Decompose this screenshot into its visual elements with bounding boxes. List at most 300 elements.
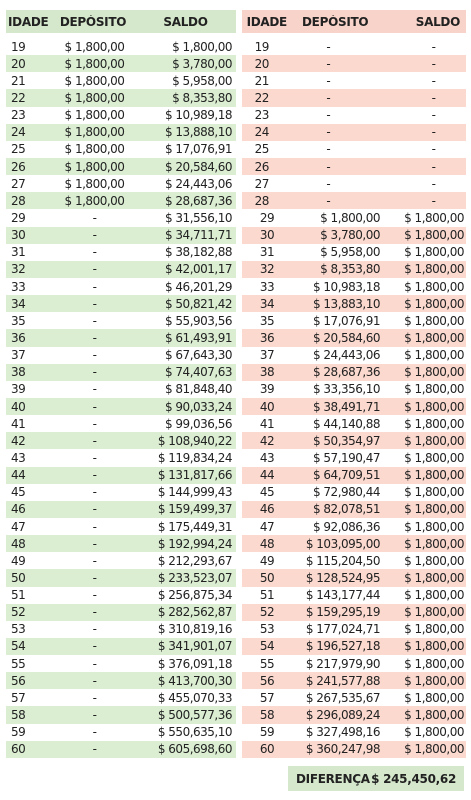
cell-saldo: $ 55,903,56: [164, 313, 232, 328]
cell-deposito: -: [92, 519, 97, 534]
cell-deposito: -: [92, 622, 97, 637]
cell-saldo: $ 413,700,30: [157, 673, 232, 688]
cell-idade: 44: [259, 468, 275, 483]
cell-saldo: $ 1,800,00: [404, 725, 464, 740]
cell-saldo: $ 131,817,66: [157, 468, 232, 483]
cell-deposito: $ 72,980,44: [312, 485, 380, 500]
cell-deposito: -: [326, 73, 331, 88]
cell-saldo: $ 455,070,33: [157, 690, 232, 705]
cell-deposito: -: [92, 210, 97, 225]
table-row: [6, 501, 236, 518]
table-row: [242, 689, 466, 706]
cell-saldo: $ 159,499,37: [157, 502, 232, 517]
cell-idade: 29: [11, 210, 26, 225]
cell-saldo: $ 17,076,91: [164, 142, 232, 157]
cell-saldo: $ 1,800,00: [172, 39, 232, 54]
cell-saldo: $ 8,353,80: [172, 90, 232, 105]
cell-idade: 19: [11, 39, 26, 54]
cell-deposito: $ 1,800,00: [64, 142, 125, 157]
cell-idade: 45: [11, 485, 26, 500]
cell-deposito: -: [92, 570, 97, 585]
cell-saldo: $ 256,875,34: [157, 588, 232, 603]
cell-idade: 43: [11, 450, 26, 465]
cell-deposito: $ 92,086,36: [312, 519, 380, 534]
cell-saldo: $ 1,800,00: [404, 502, 464, 517]
cell-idade: 28: [254, 193, 269, 208]
cell-idade: 21: [11, 73, 26, 88]
cell-deposito: $ 327,498,16: [305, 725, 380, 740]
cell-saldo: $ 61,493,91: [164, 330, 232, 345]
table-row: [6, 741, 236, 758]
cell-deposito: -: [92, 330, 97, 345]
cell-saldo: $ 5,958,00: [172, 73, 232, 88]
table-row: [242, 158, 466, 175]
cell-deposito: $ 10,983,18: [312, 279, 380, 294]
cell-idade: 25: [254, 142, 269, 157]
table-row: [6, 38, 236, 55]
cell-idade: 27: [254, 176, 269, 191]
cell-idade: 44: [11, 468, 26, 483]
table-row: [6, 364, 236, 381]
cell-deposito: $ 1,800,00: [64, 39, 125, 54]
cell-deposito: -: [92, 382, 97, 397]
cell-deposito: $ 82,078,51: [312, 502, 380, 517]
cell-idade: 37: [11, 348, 26, 363]
cell-idade: 60: [11, 742, 26, 757]
cell-idade: 41: [11, 416, 26, 431]
cell-deposito: $ 128,524,95: [305, 570, 380, 585]
cell-idade: 49: [259, 553, 275, 568]
cell-saldo: $ 67,643,30: [164, 348, 232, 363]
table-row: [242, 107, 466, 124]
cell-deposito: -: [326, 90, 331, 105]
cell-deposito: $ 267,535,67: [305, 690, 380, 705]
cell-saldo: $ 1,800,00: [404, 553, 464, 568]
cell-deposito: $ 33,356,10: [312, 382, 380, 397]
cell-saldo: $ 46,201,29: [164, 279, 232, 294]
cell-deposito: $ 44,140,88: [312, 416, 380, 431]
cell-deposito: -: [92, 450, 97, 465]
cell-saldo: $ 1,800,00: [404, 330, 464, 345]
cell-saldo: $ 1,800,00: [404, 468, 464, 483]
right-table-body: [242, 38, 466, 758]
cell-deposito: -: [326, 39, 331, 54]
cell-idade: 35: [259, 313, 275, 328]
cell-idade: 23: [11, 108, 26, 123]
cell-idade: 58: [259, 708, 275, 723]
table-row: [242, 141, 466, 158]
cell-saldo: $ 1,800,00: [404, 262, 464, 277]
cell-idade: 31: [11, 245, 26, 260]
cell-saldo: $ 500,577,36: [157, 708, 232, 723]
table-row: [6, 655, 236, 672]
table-row: [242, 449, 466, 466]
cell-idade: 24: [254, 125, 269, 140]
header-saldo: SALDO: [415, 14, 460, 29]
cell-idade: 28: [11, 193, 26, 208]
cell-saldo: $ 74,407,63: [164, 365, 232, 380]
table-row: [6, 158, 236, 175]
cell-saldo: $ 50,821,42: [164, 296, 232, 311]
table-row: [6, 518, 236, 535]
table-row: [6, 587, 236, 604]
table-row: [242, 741, 466, 758]
cell-idade: 53: [11, 622, 26, 637]
cell-idade: 27: [11, 176, 26, 191]
cell-deposito: -: [92, 656, 97, 671]
table-row: [242, 655, 466, 672]
left-table: [6, 10, 236, 758]
table-row: [242, 329, 466, 346]
cell-deposito: $ 1,800,00: [64, 176, 125, 191]
cell-idade: 47: [259, 519, 275, 534]
cell-saldo: $ 13,888,10: [164, 125, 232, 140]
cell-idade: 52: [259, 605, 275, 620]
cell-saldo: $ 310,819,16: [157, 622, 232, 637]
cell-idade: 52: [11, 605, 26, 620]
cell-deposito: $ 3,780,00: [320, 228, 380, 243]
cell-saldo: $ 233,523,07: [157, 570, 232, 585]
cell-idade: 38: [11, 365, 26, 380]
cell-idade: 31: [259, 245, 275, 260]
table-row: [242, 569, 466, 586]
cell-idade: 55: [11, 656, 26, 671]
left-table-header: [6, 10, 236, 33]
cell-saldo: $ 1,800,00: [404, 450, 464, 465]
table-row: [6, 141, 236, 158]
cell-idade: 36: [259, 330, 275, 345]
cell-saldo: $ 108,940,22: [157, 433, 232, 448]
cell-deposito: -: [326, 176, 331, 191]
cell-saldo: $ 550,635,10: [157, 725, 232, 740]
cell-deposito: $ 50,354,97: [312, 433, 380, 448]
difference-label: DIFERENÇA: [296, 771, 370, 786]
cell-deposito: -: [92, 502, 97, 517]
cell-idade: 34: [259, 296, 275, 311]
cell-saldo: $ 1,800,00: [404, 536, 464, 551]
cell-idade: 45: [259, 485, 275, 500]
cell-saldo: $ 31,556,10: [164, 210, 232, 225]
table-row: [242, 278, 466, 295]
cell-saldo: $ 1,800,00: [404, 690, 464, 705]
cell-saldo: $ 3,780,00: [172, 56, 232, 71]
header-saldo: SALDO: [163, 14, 208, 29]
cell-idade: 24: [11, 125, 26, 140]
table-row: [6, 638, 236, 655]
table-row: [242, 175, 466, 192]
cell-idade: 51: [259, 588, 275, 603]
cell-deposito: -: [92, 262, 97, 277]
cell-saldo: $ 1,800,00: [404, 296, 464, 311]
cell-idade: 58: [11, 708, 26, 723]
cell-deposito: $ 217,979,90: [305, 656, 380, 671]
table-row: [6, 569, 236, 586]
table-row: [242, 72, 466, 89]
cell-idade: 39: [259, 382, 275, 397]
table-row: [6, 621, 236, 638]
cell-idade: 19: [254, 39, 269, 54]
cell-idade: 42: [11, 433, 26, 448]
cell-saldo: $ 1,800,00: [404, 365, 464, 380]
table-row: [242, 518, 466, 535]
cell-deposito: $ 28,687,36: [312, 365, 380, 380]
cell-idade: 59: [11, 725, 26, 740]
cell-deposito: $ 296,089,24: [305, 708, 380, 723]
table-row: [6, 398, 236, 415]
cell-deposito: -: [92, 690, 97, 705]
table-row: [242, 724, 466, 741]
cell-idade: 54: [259, 639, 275, 654]
table-row: [6, 552, 236, 569]
table-row: [242, 381, 466, 398]
cell-deposito: $ 13,883,10: [312, 296, 380, 311]
left-table-body: [6, 38, 236, 758]
table-row: [242, 432, 466, 449]
table-row: [242, 347, 466, 364]
cell-saldo: $ 1,800,00: [404, 708, 464, 723]
right-table-header: [242, 10, 466, 33]
table-row: [6, 672, 236, 689]
cell-saldo: $ 1,800,00: [404, 485, 464, 500]
cell-idade: 30: [259, 228, 275, 243]
cell-idade: 47: [11, 519, 26, 534]
table-row: [242, 672, 466, 689]
cell-saldo: $ 1,800,00: [404, 348, 464, 363]
table-row: [6, 604, 236, 621]
table-row: [242, 535, 466, 552]
cell-idade: 41: [259, 416, 275, 431]
cell-saldo: $ 192,994,24: [157, 536, 232, 551]
cell-deposito: -: [92, 245, 97, 260]
cell-saldo: $ 24,443,06: [164, 176, 232, 191]
cell-deposito: -: [92, 399, 97, 414]
table-row: [6, 484, 236, 501]
table-row: [6, 724, 236, 741]
cell-saldo: $ 1,800,00: [404, 433, 464, 448]
cell-saldo: -: [431, 39, 436, 54]
cell-idade: 53: [259, 622, 275, 637]
cell-saldo: $ 1,800,00: [404, 519, 464, 534]
cell-saldo: -: [431, 56, 436, 71]
table-row: [242, 261, 466, 278]
cell-idade: 22: [254, 90, 269, 105]
cell-deposito: -: [92, 296, 97, 311]
cell-deposito: $ 115,204,50: [305, 553, 380, 568]
cell-deposito: -: [326, 159, 331, 174]
cell-saldo: $ 119,834,24: [157, 450, 232, 465]
cell-saldo: $ 341,901,07: [157, 639, 232, 654]
table-row: [242, 638, 466, 655]
cell-idade: 56: [11, 673, 26, 688]
cell-saldo: $ 1,800,00: [404, 639, 464, 654]
cell-saldo: $ 10,989,18: [164, 108, 232, 123]
table-row: [6, 261, 236, 278]
table-row: [6, 124, 236, 141]
table-row: [242, 398, 466, 415]
cell-idade: 23: [254, 108, 269, 123]
table-row: [242, 312, 466, 329]
cell-deposito: -: [92, 673, 97, 688]
cell-idade: 26: [254, 159, 269, 174]
table-row: [242, 467, 466, 484]
cell-saldo: $ 1,800,00: [404, 210, 464, 225]
table-row: [242, 604, 466, 621]
cell-idade: 22: [11, 90, 26, 105]
table-row: [6, 706, 236, 723]
cell-saldo: $ 1,800,00: [404, 245, 464, 260]
table-row: [242, 552, 466, 569]
cell-deposito: $ 241,577,88: [305, 673, 380, 688]
cell-deposito: $ 38,491,71: [312, 399, 380, 414]
cell-deposito: -: [92, 279, 97, 294]
cell-saldo: -: [431, 176, 436, 191]
cell-saldo: -: [431, 193, 436, 208]
cell-idade: 40: [11, 399, 26, 414]
cell-saldo: $ 144,999,43: [157, 485, 232, 500]
cell-deposito: -: [92, 708, 97, 723]
cell-saldo: -: [431, 108, 436, 123]
cell-idade: 43: [259, 450, 275, 465]
table-row: [6, 107, 236, 124]
cell-saldo: $ 42,001,17: [164, 262, 232, 277]
cell-idade: 50: [259, 570, 275, 585]
table-row: [6, 192, 236, 209]
table-row: [242, 89, 466, 106]
cell-idade: 48: [11, 536, 26, 551]
cell-idade: 34: [11, 296, 26, 311]
header-idade: IDADE: [246, 14, 287, 29]
table-row: [6, 689, 236, 706]
cell-deposito: -: [326, 142, 331, 157]
cell-deposito: -: [326, 56, 331, 71]
cell-deposito: $ 177,024,71: [305, 622, 380, 637]
cell-saldo: $ 1,800,00: [404, 399, 464, 414]
table-row: [6, 535, 236, 552]
cell-saldo: $ 1,800,00: [404, 228, 464, 243]
cell-idade: 50: [11, 570, 26, 585]
cell-saldo: $ 1,800,00: [404, 588, 464, 603]
cell-saldo: $ 81,848,40: [164, 382, 232, 397]
cell-idade: 51: [11, 588, 26, 603]
cell-deposito: -: [92, 605, 97, 620]
table-row: [6, 72, 236, 89]
table-row: [242, 587, 466, 604]
cell-deposito: $ 57,190,47: [312, 450, 380, 465]
cell-deposito: -: [92, 348, 97, 363]
cell-saldo: -: [431, 73, 436, 88]
cell-idade: 20: [254, 56, 269, 71]
cell-deposito: -: [92, 313, 97, 328]
cell-idade: 33: [259, 279, 275, 294]
cell-deposito: $ 17,076,91: [312, 313, 380, 328]
cell-idade: 60: [259, 742, 275, 757]
table-row: [242, 295, 466, 312]
cell-saldo: $ 38,182,88: [164, 245, 232, 260]
cell-deposito: $ 103,095,00: [305, 536, 380, 551]
cell-deposito: $ 1,800,00: [320, 210, 380, 225]
cell-saldo: $ 605,698,60: [157, 742, 232, 757]
cell-deposito: $ 360,247,98: [305, 742, 380, 757]
table-row: [6, 467, 236, 484]
table-row: [242, 364, 466, 381]
table-row: [6, 449, 236, 466]
cell-saldo: $ 34,711,71: [164, 228, 232, 243]
difference-box: [288, 766, 464, 791]
cell-saldo: $ 282,562,87: [157, 605, 232, 620]
cell-idade: 37: [259, 348, 275, 363]
cell-deposito: -: [92, 742, 97, 757]
cell-deposito: $ 159,295,19: [305, 605, 380, 620]
cell-saldo: $ 1,800,00: [404, 656, 464, 671]
cell-saldo: $ 1,800,00: [404, 313, 464, 328]
table-row: [6, 312, 236, 329]
cell-idade: 26: [11, 159, 26, 174]
cell-deposito: $ 1,800,00: [64, 90, 125, 105]
cell-idade: 35: [11, 313, 26, 328]
right-table: [242, 10, 466, 758]
cell-idade: 29: [259, 210, 275, 225]
cell-deposito: -: [92, 228, 97, 243]
cell-saldo: -: [431, 159, 436, 174]
cell-saldo: -: [431, 90, 436, 105]
cell-deposito: $ 1,800,00: [64, 108, 125, 123]
cell-saldo: $ 20,584,60: [164, 159, 232, 174]
cell-deposito: $ 20,584,60: [312, 330, 380, 345]
cell-idade: 48: [259, 536, 275, 551]
table-row: [242, 415, 466, 432]
cell-saldo: $ 212,293,67: [157, 553, 232, 568]
cell-deposito: -: [92, 485, 97, 500]
cell-idade: 20: [11, 56, 26, 71]
cell-idade: 33: [11, 279, 26, 294]
table-row: [6, 432, 236, 449]
table-row: [242, 484, 466, 501]
cell-saldo: $ 1,800,00: [404, 673, 464, 688]
cell-idade: 42: [259, 433, 275, 448]
table-row: [6, 295, 236, 312]
cell-saldo: $ 376,091,18: [157, 656, 232, 671]
table-row: [6, 381, 236, 398]
cell-idade: 32: [259, 262, 275, 277]
table-row: [6, 175, 236, 192]
cell-saldo: $ 1,800,00: [404, 279, 464, 294]
cell-saldo: $ 1,800,00: [404, 382, 464, 397]
cell-deposito: $ 64,709,51: [312, 468, 380, 483]
table-row: [6, 347, 236, 364]
cell-deposito: -: [92, 553, 97, 568]
cell-idade: 46: [259, 502, 275, 517]
cell-saldo: $ 1,800,00: [404, 416, 464, 431]
table-row: [6, 209, 236, 226]
table-row: [242, 192, 466, 209]
table-row: [242, 227, 466, 244]
cell-deposito: -: [92, 588, 97, 603]
table-row: [6, 227, 236, 244]
cell-deposito: $ 143,177,44: [305, 588, 380, 603]
cell-deposito: -: [92, 639, 97, 654]
table-row: [6, 415, 236, 432]
header-deposito: DEPÓSITO: [59, 14, 127, 29]
cell-idade: 59: [259, 725, 275, 740]
cell-idade: 49: [11, 553, 26, 568]
cell-saldo: $ 90,033,24: [164, 399, 232, 414]
cell-deposito: -: [326, 125, 331, 140]
cell-saldo: $ 1,800,00: [404, 605, 464, 620]
table-row: [242, 501, 466, 518]
cell-saldo: $ 28,687,36: [164, 193, 232, 208]
cell-idade: 30: [11, 228, 26, 243]
cell-idade: 39: [11, 382, 26, 397]
